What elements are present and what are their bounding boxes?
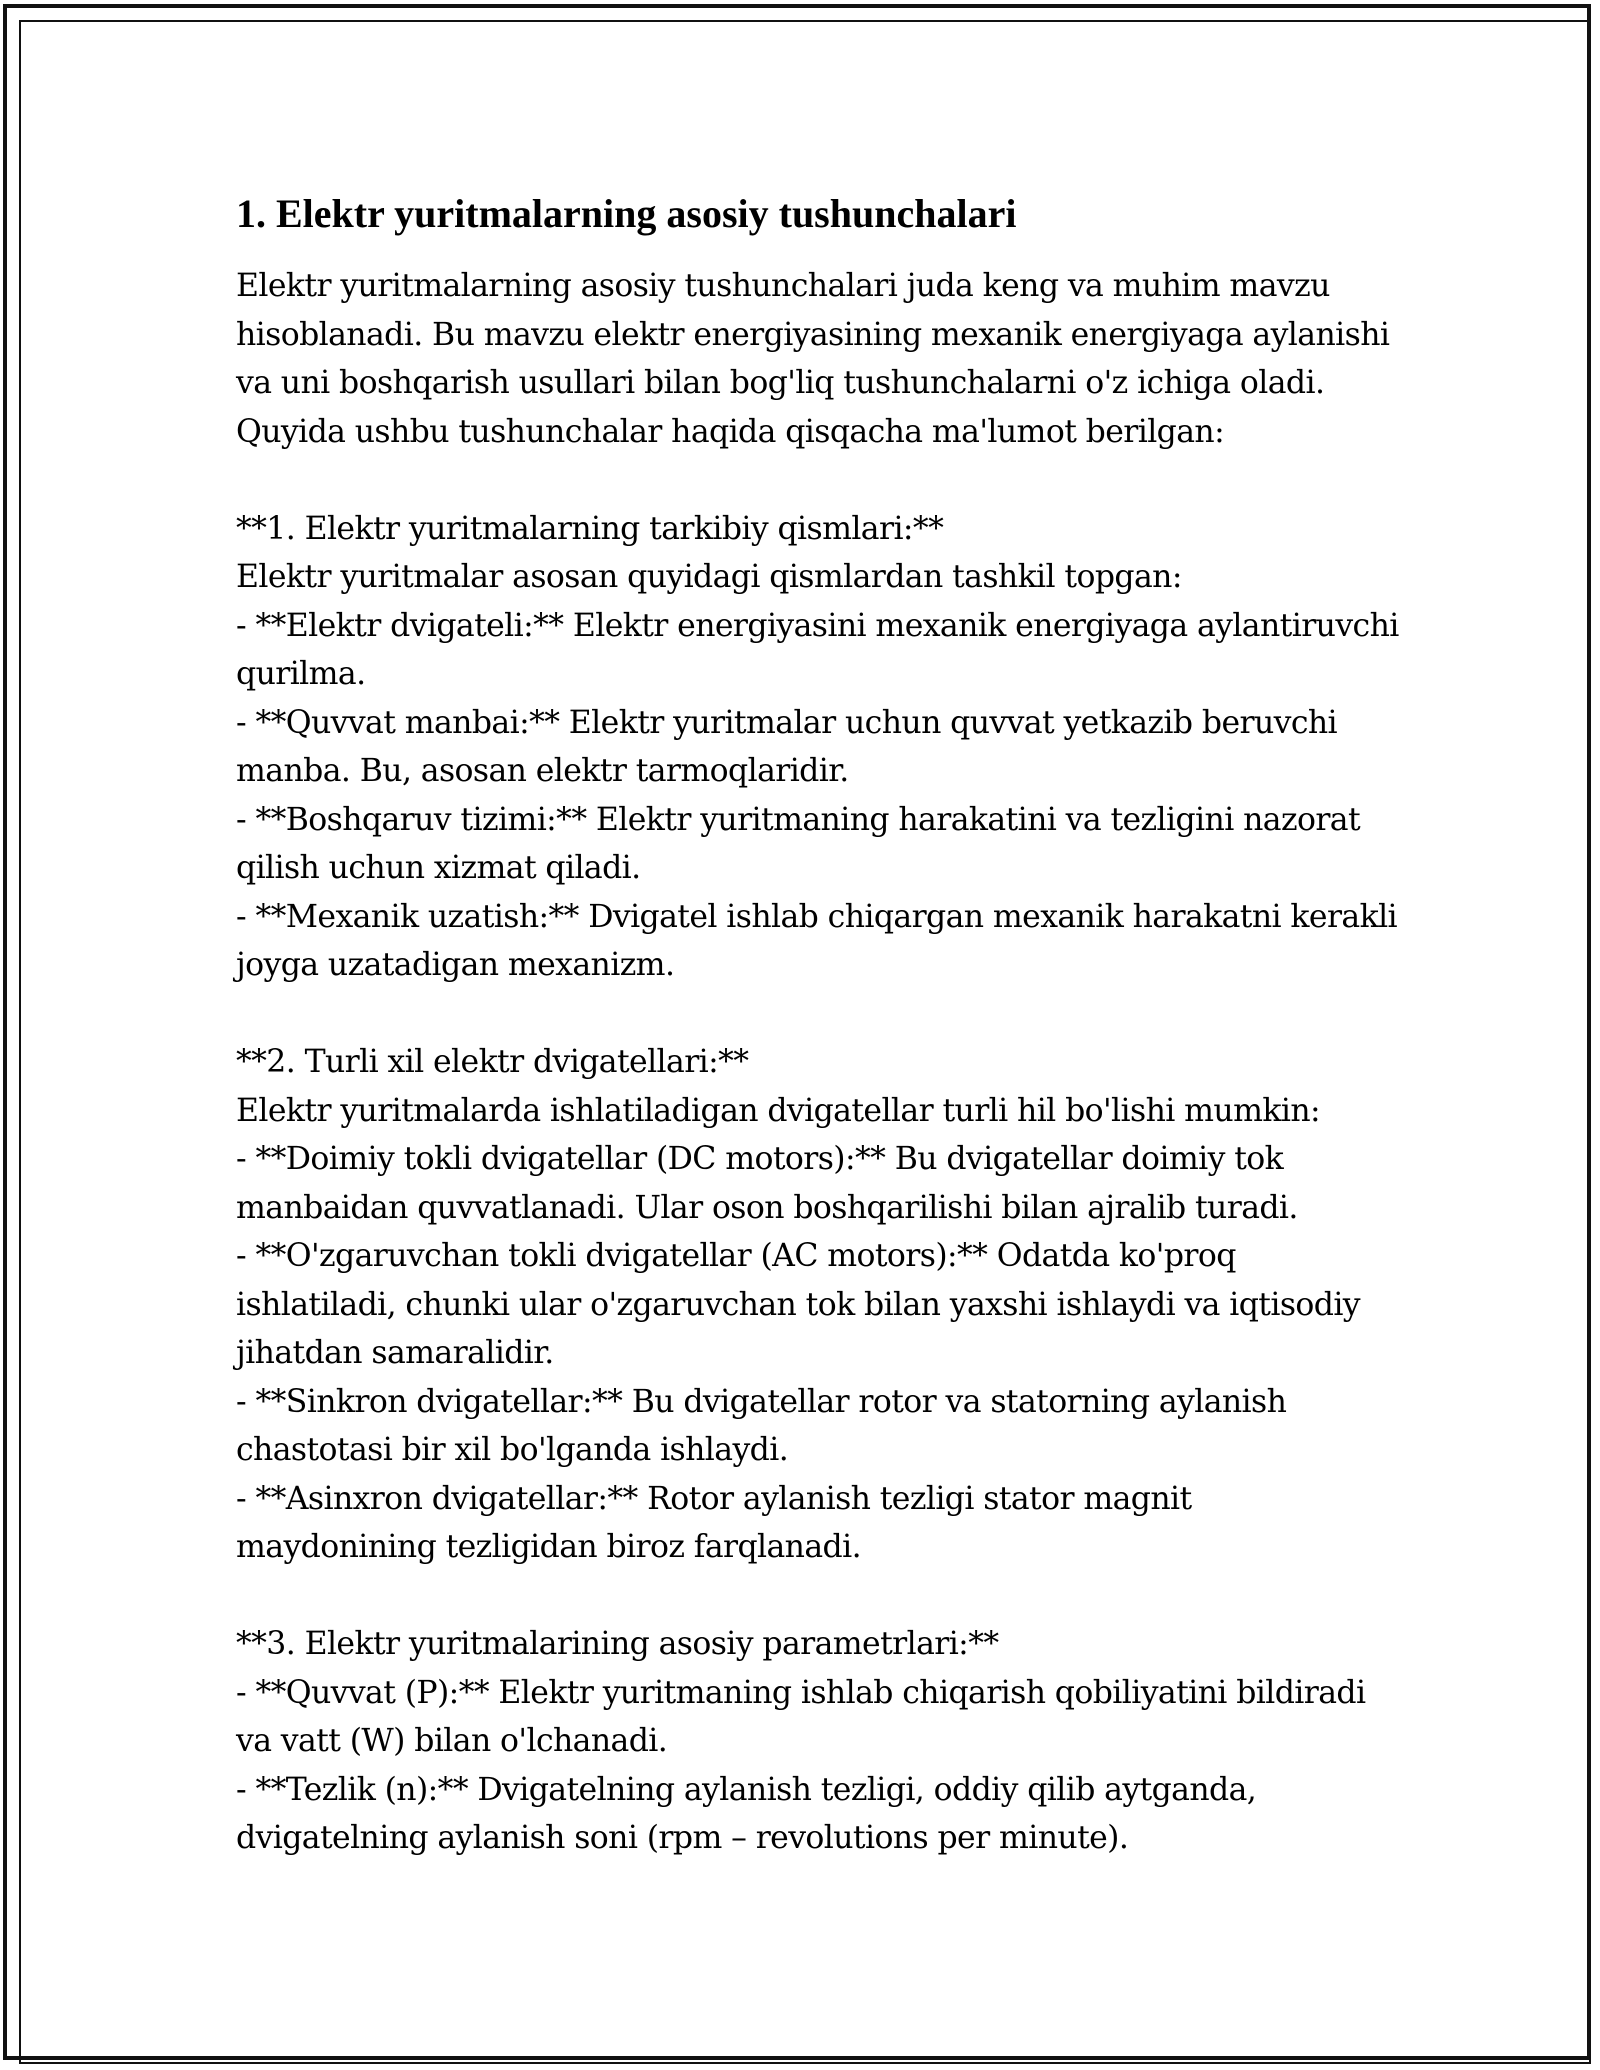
text-line: - **Elektr dvigateli:** Elektr energiyasini mexanik energiyaga aylantiruvchi <box>236 607 1399 644</box>
text-line: - **Doimiy tokli dvigatellar (DC motors):** Bu dvigatellar doimiy tok <box>236 1141 1284 1177</box>
text-line: Elektr yuritmalar asosan quyidagi qismlardan tashkil topgan: <box>236 559 1182 595</box>
text-line: va uni boshqarish usullari bilan bog'liq tushunchalarni o'z ichiga oladi. <box>236 365 1325 401</box>
text-line: va vatt (W) bilan o'lchanadi. <box>236 1723 668 1759</box>
text-line: - **Quvvat (P):** Elektr yuritmaning ishlab chiqarish qobiliyatini bildiradi <box>236 1674 1366 1711</box>
text-line: hisoblanadi. Bu mavzu elektr energiyasining mexanik energiyaga aylanishi <box>236 316 1390 353</box>
text-line: ishlatiladi, chunki ular o'zgaruvchan tok bilan yaxshi ishlaydi va iqtisodiy <box>236 1286 1360 1323</box>
text-line: qilish uchun xizmat qiladi. <box>236 850 641 886</box>
text-line: **3. Elektr yuritmalarining asosiy parametrlari:** <box>236 1626 999 1662</box>
text-line: Elektr yuritmalarning asosiy tushunchalari juda keng va muhim mavzu <box>236 268 1330 304</box>
text-line: Quyida ushbu tushunchalar haqida qisqacha ma'lumot berilgan: <box>236 413 1225 450</box>
blank-line <box>236 1572 1386 1621</box>
body-text <box>236 262 1399 1863</box>
blank-line <box>236 990 1386 1039</box>
text-line: joyga uzatadigan mexanizm. <box>236 947 675 983</box>
text-line: Elektr yuritmalarda ishlatiladigan dvigatellar turli hil bo'lishi mumkin: <box>236 1092 1321 1129</box>
text-line: maydonining tezligidan biroz farqlanadi. <box>236 1529 861 1565</box>
text-line: manbaidan quvvatlanadi. Ular oson boshqarilishi bilan ajralib turadi. <box>236 1189 1298 1226</box>
blank-line <box>236 456 1386 505</box>
text-line: - **Mexanik uzatish:** Dvigatel ishlab chiqargan mexanik harakatni kerakli <box>236 898 1398 935</box>
text-line: **1. Elektr yuritmalarning tarkibiy qismlari:** <box>236 510 944 547</box>
text-line: **2. Turli xil elektr dvigatellari:** <box>236 1044 749 1080</box>
text-line: - **Sinkron dvigatellar:** Bu dvigatellar rotor va statorning aylanish <box>236 1383 1287 1420</box>
text-line: qurilma. <box>236 656 366 692</box>
document-body <box>236 188 1399 1863</box>
text-line: - **Boshqaruv tizimi:** Elektr yuritmaning harakatini va tezligini nazorat <box>236 801 1361 838</box>
text-line: - **Quvvat manbai:** Elektr yuritmalar uchun quvvat yetkazib beruvchi <box>236 704 1338 741</box>
text-line: chastotasi bir xil bo'lganda ishlaydi. <box>236 1432 789 1468</box>
text-line: - **O'zgaruvchan tokli dvigatellar (AC motors):** Odatda ko'proq <box>236 1238 1236 1274</box>
text-line: manba. Bu, asosan elektr tarmoqlaridir. <box>236 753 849 789</box>
text-line: - **Asinxron dvigatellar:** Rotor aylanish tezligi stator magnit <box>236 1480 1192 1517</box>
text-line: - **Tezlik (n):** Dvigatelning aylanish tezligi, oddiy qilib aytganda, <box>236 1771 1257 1808</box>
text-line: dvigatelning aylanish soni (rpm – revolutions per minute). <box>236 1820 1129 1856</box>
text-line: jihatdan samaralidir. <box>236 1335 554 1371</box>
page-title: 1. Elektr yuritmalarning asosiy tushunchalari <box>236 191 1017 236</box>
